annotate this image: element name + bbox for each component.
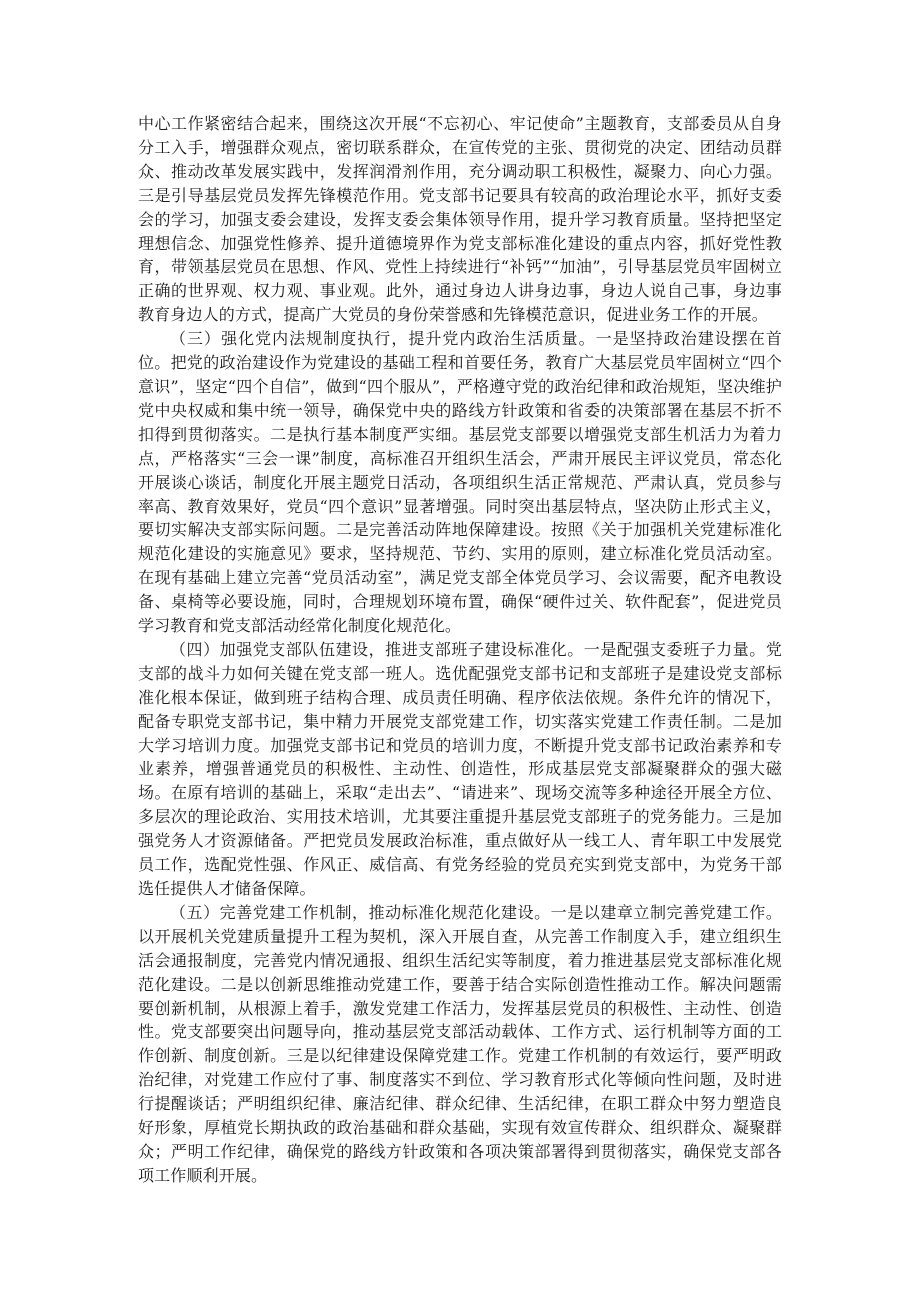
- paragraph-section-3: （三）强化党内法规制度执行，提升党内政治生活质量。一是坚持政治建设摆在首位。把党的政治建设作为党建设的基础工程和首要任务，教育广大基层党员牢固树立“四个意识”，坚定“四个自信”，做到“四个服从”，严格遵守党的政治纪律和政治规矩，坚决维护党中央权威和集中统一领导，确保党中央的路线方针政策和省委的决策部署在基层不折不扣得到贯彻落实。二是执行基本制度严实细。基层党支部要以增强党支部生机活力为着力点，严格落实“三会一课”制度，高标准召开组织生活会，严肃开展民主评议党员，常态化开展谈心谈话，制度化开展主题党日活动，各项组织生活正常规范、严肃认真，党员参与率高、教育效果好，党员“四个意识”显著增强。同时突出基层特点，坚决防止形式主义，要切实解决支部实际问题。二是完善活动阵地保障建设。按照《关于加强机关党建标准化规范化建设的实施意见》要求，坚持规范、节约、实用的原则，建立标准化党员活动室。在现有基础上建立完善“党员活动室”，满足党支部全体党员学习、会议需要，配齐电教设备、桌椅等必要设施，同时，合理规划环境布置，确保“硬件过关、软件配套”，促进党员学习教育和党支部活动经常化制度化规范化。: [138, 329, 782, 636]
- paragraph-section-4: （四）加强党支部队伍建设，推进支部班子建设标准化。一是配强支委班子力量。党支部的战斗力如何关键在党支部一班人。选优配强党支部书记和支部班子是建设党支部标准化根本保证，做到班子结构合理、成员责任明确、程序依法依规。条件允许的情况下，配备专职党支部书记，集中精力开展党支部党建工作，切实落实党建工作责任制。二是加大学习培训力度。加强党支部书记和党员的培训力度，不断提升党支部书记政治素养和专业素养，增强普通党员的积极性、主动性、创造性，形成基层党支部凝聚群众的强大磁场。在原有培训的基础上，采取“走出去”、“请进来”、现场交流等多种途径开展全方位、多层次的理论政治、实用技术培训，尤其要注重提升基层党支部班子的党务能力。三是加强党务人才资源储备。严把党员发展政治标准，重点做好从一线工人、青年职工中发展党员工作，选配党性强、作风正、威信高、有党务经验的党员充实到党支部中，为党务干部选任提供人才储备保障。: [138, 639, 782, 898]
- paragraph-continuation: 中心工作紧密结合起来，围绕这次开展“不忘初心、牢记使命”主题教育，支部委员从自身分工入手，增强群众观点，密切联系群众，在宣传党的主张、贯彻党的决定、团结动员群众、推动改革发展实践中，发挥润滑剂作用，充分调动职工积极性，凝聚力、向心力强。三是引导基层党员发挥先锋模范作用。党支部书记要具有较高的政治理论水平，抓好支委会的学习，加强支委会建设，发挥支委会集体领导作用，提升学习教育质量。坚持把坚定理想信念、加强党性修养、提升道德境界作为党支部标准化建设的重点内容，抓好党性教育，带领基层党员在思想、作风、党性上持续进行“补钙”“加油”，引导基层党员牢固树立正确的世界观、权力观、事业观。此外，通过身边人讲身边事，身边人说自己事，身边事教育身边人的方式，提高广大党员的身份荣誉感和先锋模范意识，促进业务工作的开展。: [138, 114, 782, 325]
- document-body: [138, 112, 782, 1188]
- paragraph-section-5: （五）完善党建工作机制，推动标准化规范化建设。一是以建章立制完善党建工作。以开展机关党建质量提升工程为契机，深入开展自查，从完善工作制度入手，建立组织生活会通报制度，完善党内情况通报、组织生活纪实等制度，着力推进基层党支部标准化规范化建设。二是以创新思维推动党建工作，要善于结合实际创造性推动工作。解决问题需要创新机制，从根源上着手，激发党建工作活力，发挥基层党员的积极性、主动性、创造性。党支部要突出问题导向，推动基层党支部活动载体、工作方式、运行机制等方面的工作创新、制度创新。三是以纪律建设保障党建工作。党建工作机制的有效运行，要严明政治纪律，对党建工作应付了事、制度落实不到位、学习教育形式化等倾向性问题，及时进行提醒谈话；严明组织纪律、廉洁纪律、群众纪律、生活纪律，在职工群众中努力塑造良好形象，厚植党长期执政的政治基础和群众基础，实现有效宣传群众、组织群众、凝聚群众；严明工作纪律，确保党的路线方针政策和各项决策部署得到贯彻落实，确保党支部各项工作顺利开展。: [138, 902, 782, 1185]
